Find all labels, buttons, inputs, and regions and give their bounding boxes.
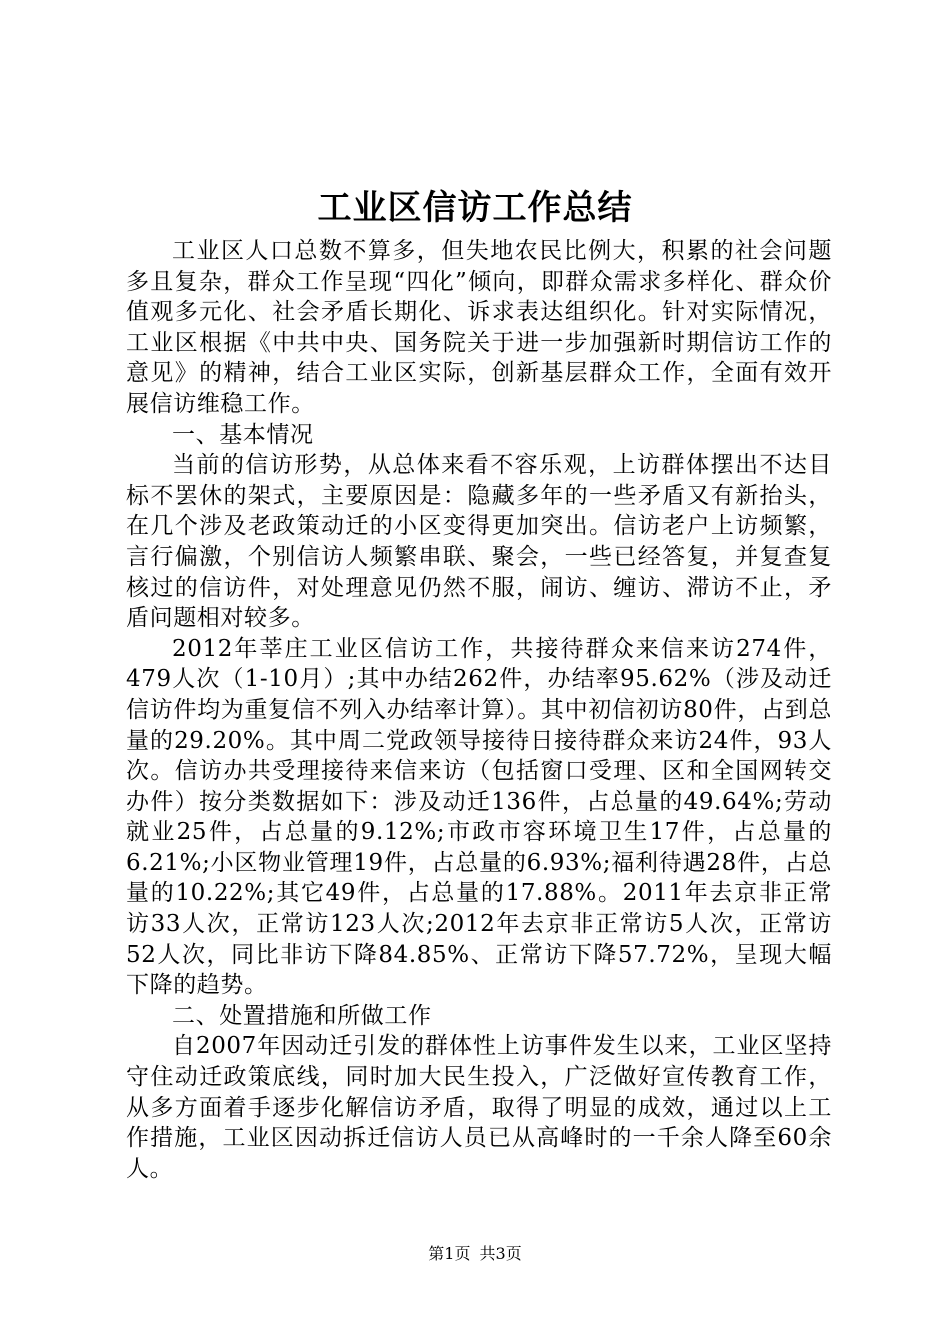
intro-paragraph: 工业区人口总数不算多，但失地农民比例大，积累的社会问题多且复杂，群众工作呈现“四化”倾向，即群众需求多样化、群众价值观多元化、社会矛盾长期化、诉求表达组织化。针对实际情况，工业区根据《中共中央、国务院关于进一步加强新时期信访工作的意见》的精神，结合工业区实际，创新基层群众工作，全面有效开展信访维稳工作。 — [126, 238, 832, 417]
situation-paragraph: 当前的信访形势，从总体来看不容乐观，上访群体摆出不达目标不罢休的架式，主要原因是：隐藏多年的一些矛盾又有新抬头，在几个涉及老政策动迁的小区变得更加突出。信访老户上访频繁，言行偏激，个别信访人频繁串联、聚会，一些已经答复，并复查复核过的信访件，对处理意见仍然不服，闹访、缠访、滞访不止，矛盾问题相对较多。 — [126, 452, 832, 632]
statistics-paragraph: 2012年莘庄工业区信访工作，共接待群众来信来访274件，479人次（1-10月）;其中办结262件，办结率95.62%（涉及动迁信访件均为重复信不列入办结率计算）。其中初信初访80件，占到总量的29.20%。其中周二党政领导接待日接待群众来访24件，93人次。信访办共受理接待来信来访（包括窗口受理、区和全国网转交办件）按分类数据如下：涉及动迁136件，占总量的49.64%;劳动就业25件，占总量的9.12%;市政市容环境卫生17件，占总量的6.21%;小区物业管理19件，占总量的6.93%;福利待遇28件，占总量的10.22%;其它49件，占总量的17.88%。2011年去京非正常访33人次，正常访123人次;2012年去京非正常访5人次，正常访52人次，同比非访下降84.85%、正常访下降57.72%，呈现大幅下降的趋势。 — [126, 635, 832, 999]
page-total: 共3页 — [479, 1244, 522, 1263]
document-body — [126, 236, 832, 1184]
section-heading-measures: 二、处置措施和所做工作 — [172, 1002, 432, 1029]
document-title: 工业区信访工作总结 — [317, 188, 633, 228]
page-number: 第1页 — [428, 1244, 471, 1263]
page-footer — [0, 1243, 950, 1265]
measures-paragraph: 自2007年因动迁引发的群体性上访事件发生以来，工业区坚持守住动迁政策底线，同时加大民生投入，广泛做好宣传教育工作，从多方面着手逐步化解信访矛盾，取得了明显的成效，通过以上工作措施，工业区因动拆迁信访人员已从高峰时的一千余人降至60余人。 — [126, 1033, 832, 1182]
section-heading-basic: 一、基本情况 — [172, 421, 314, 448]
